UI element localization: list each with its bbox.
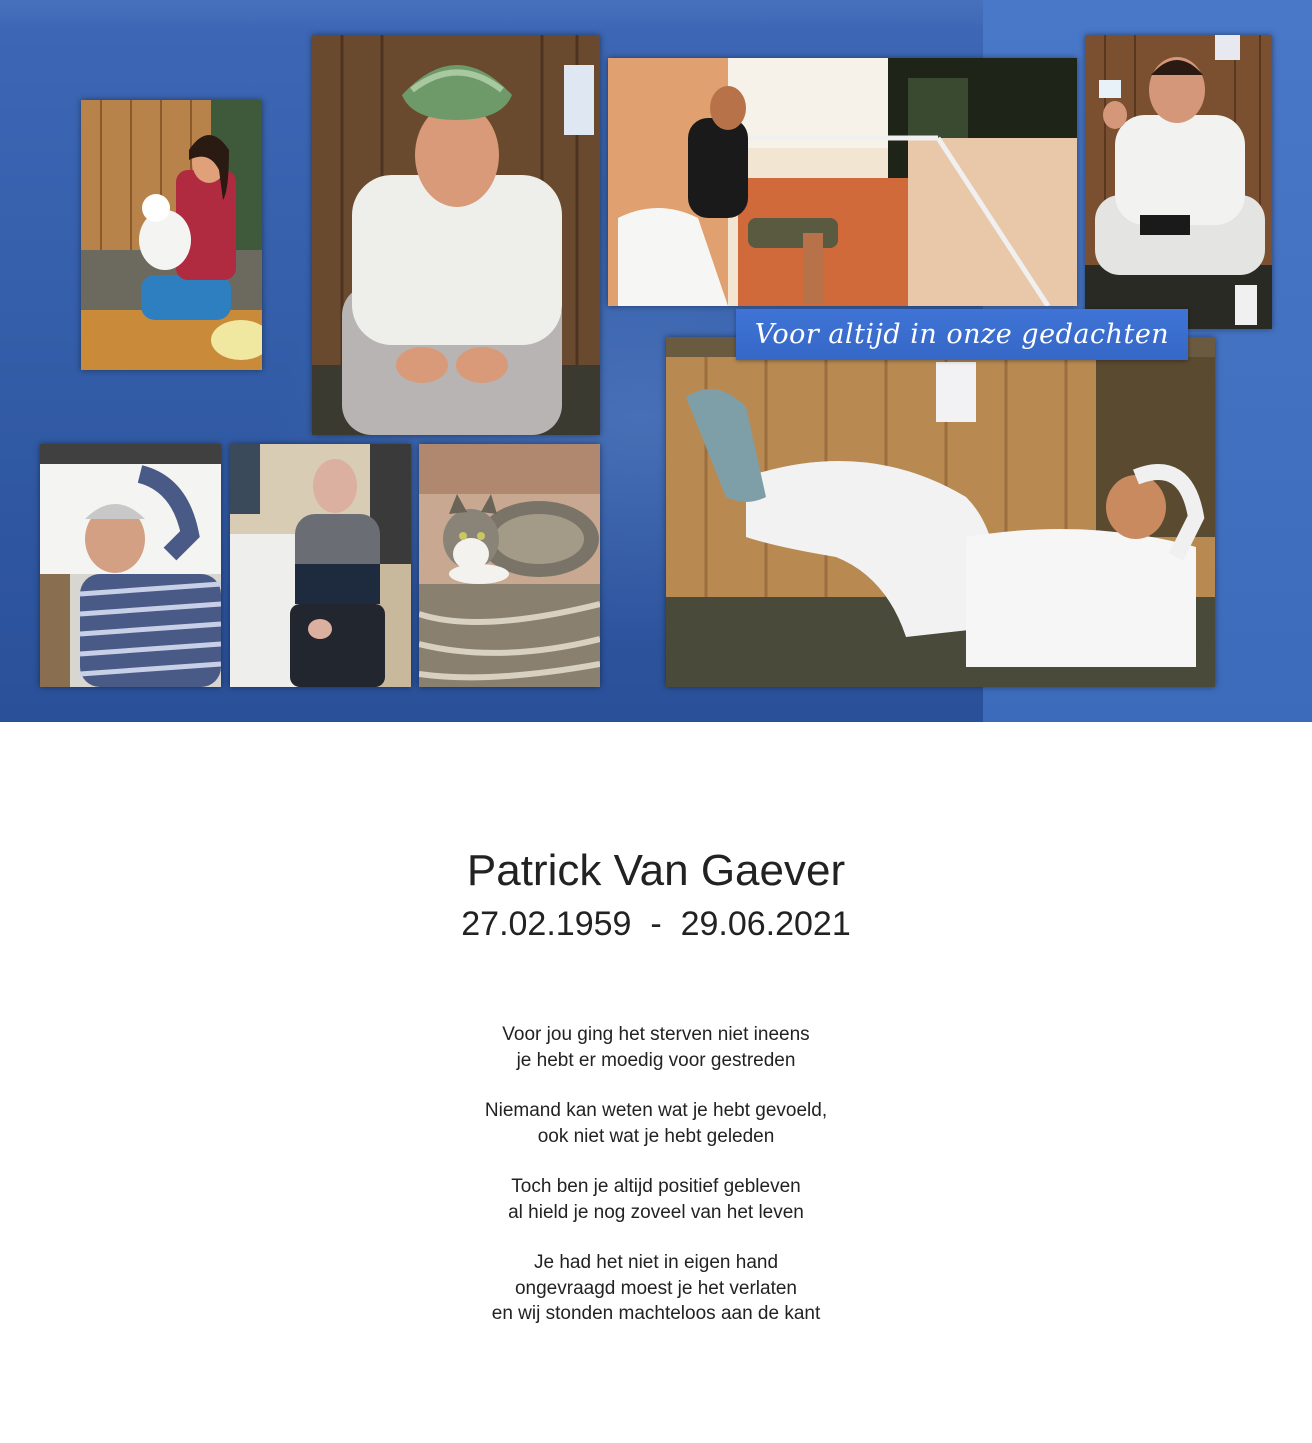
poem-line: Je had het niet in eigen hand [533, 1252, 779, 1273]
birth-date: 27.02.1959 [461, 905, 632, 943]
poem-line: Voor jou ging het sterven niet ineens [502, 1024, 810, 1045]
poem-line: al hield je nog zoveel van het leven [508, 1201, 804, 1223]
poem-stanza [0, 1250, 1312, 1327]
poem-line: ook niet wat je hebt geleden [537, 1125, 775, 1147]
deceased-name: Patrick Van Gaever [466, 846, 846, 895]
photo-sitting-on-bed [230, 444, 411, 687]
photo-man-in-white [1085, 35, 1272, 329]
photo-leaf-hat [312, 35, 600, 435]
poem-stanza [0, 1098, 1312, 1149]
poem-line: en wij stonden machteloos aan de kant [491, 1303, 821, 1324]
poem-line: Toch ben je altijd positief gebleven [511, 1176, 801, 1197]
date-separator: - [650, 905, 662, 943]
poem-line: je hebt er moedig voor gestreden [516, 1049, 796, 1071]
poem-line: ongevraagd moest je het verlaten [514, 1277, 797, 1299]
tagline-banner: Voor altijd in onze gedachten [736, 309, 1188, 360]
life-dates [0, 900, 1312, 948]
banner-highlight [0, 0, 983, 30]
photo-holding-cat [81, 100, 262, 370]
poem-stanza [0, 1022, 1312, 1073]
poem-stanza [0, 1174, 1312, 1225]
poem-line: Niemand kan weten wat je hebt gevoeld, [484, 1100, 828, 1121]
photo-reclining [666, 337, 1215, 687]
photo-balcony [608, 58, 1077, 306]
photo-tabby-cat [419, 444, 600, 687]
memorial-poem [0, 1022, 1312, 1352]
photo-hospital-bed [40, 444, 221, 687]
death-date: 29.06.2021 [680, 905, 851, 943]
